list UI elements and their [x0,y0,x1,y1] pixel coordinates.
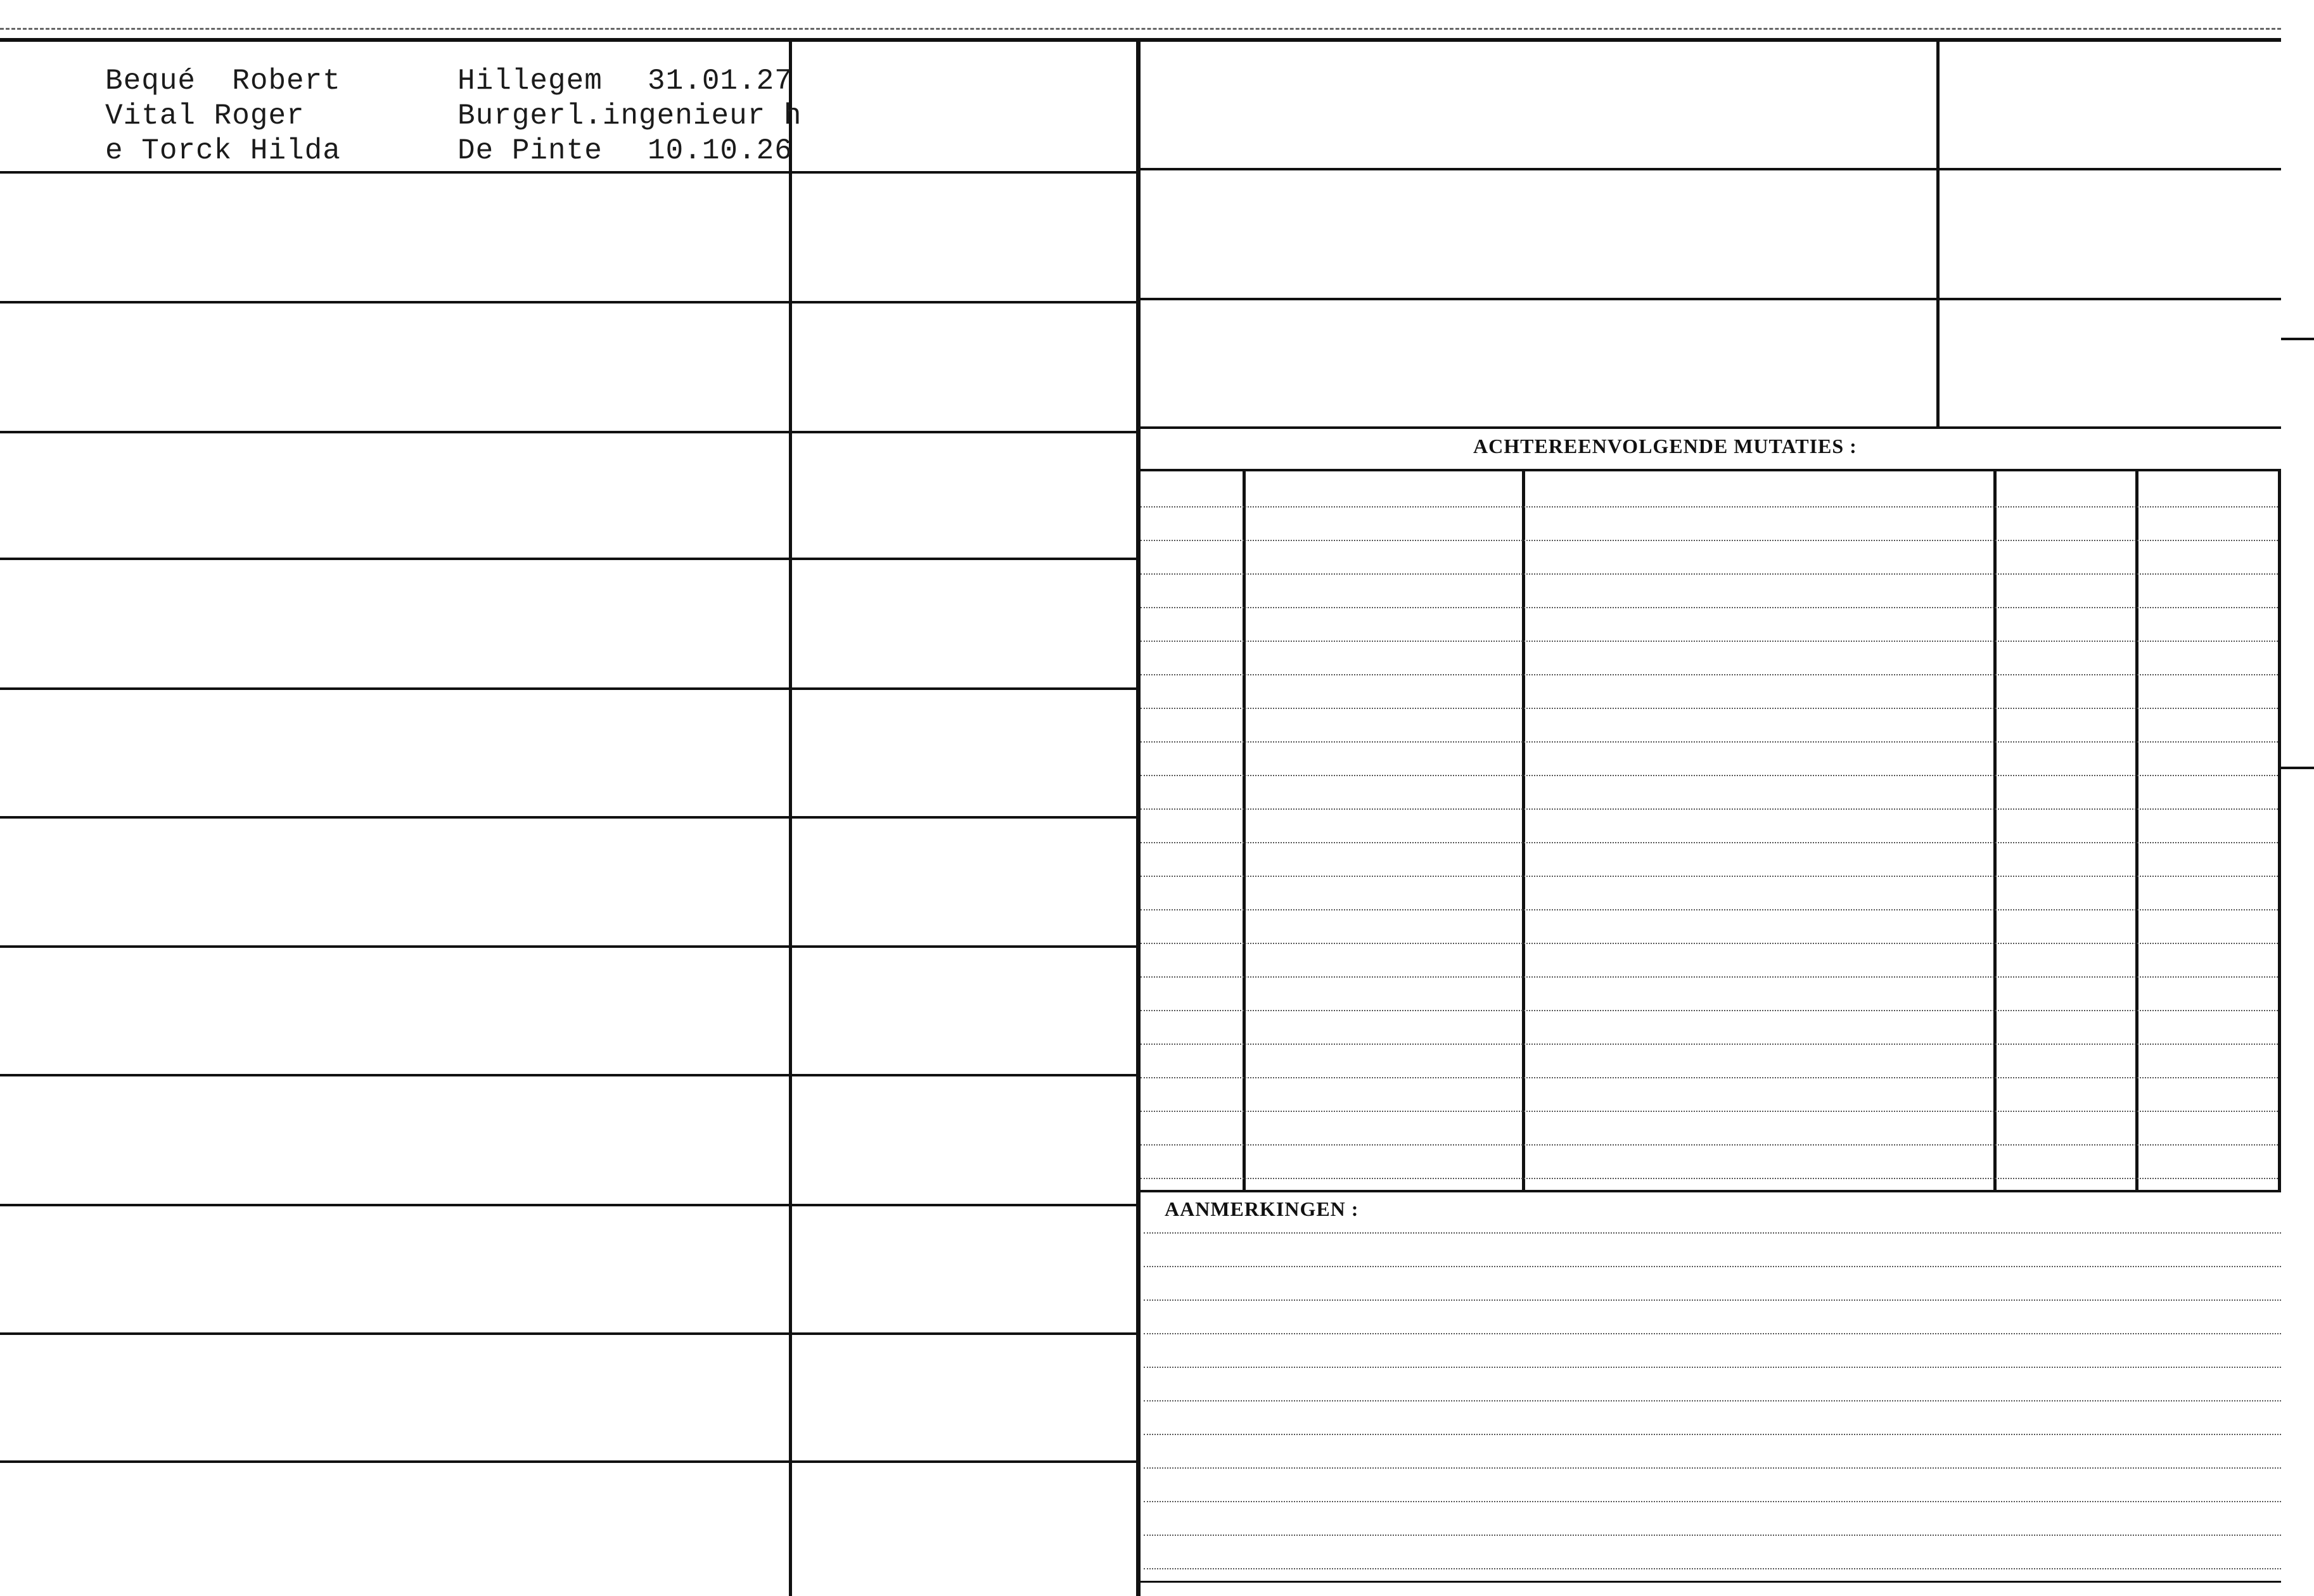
left-row-line [0,171,1141,174]
record-place-3: De Pinte [457,134,603,167]
mutations-col-divider [1243,469,1246,1191]
mutations-ruling [1141,1178,2278,1179]
mutations-ruling [1141,1144,2278,1146]
mutations-table-bottom [1139,1190,2281,1192]
mutations-ruling [1141,909,2278,910]
right-column-divider [1936,39,1940,428]
mutations-table-right [2278,469,2281,1191]
mutations-ruling [1141,808,2278,810]
mutations-ruling [1141,741,2278,743]
mutations-ruling [1141,1010,2278,1011]
remarks-ruling [1144,1400,2281,1401]
mutations-ruling [1141,506,2278,508]
mutations-ruling [1141,708,2278,709]
mutations-ruling [1141,876,2278,877]
remarks-bottom-line [1139,1581,2281,1583]
record-date-1: 31.01.27 [648,65,793,98]
left-row-line [0,1204,1141,1206]
left-row-line [0,431,1141,433]
remarks-ruling [1144,1232,2281,1234]
remarks-heading: AANMERKINGEN : [1165,1197,1359,1220]
column-divider [789,39,792,1596]
remarks-ruling [1144,1299,2281,1301]
remarks-ruling [1144,1333,2281,1334]
record-date-3: 10.10.26 [648,134,793,167]
mutations-ruling [1141,943,2278,944]
mutations-ruling [1141,641,2278,642]
mutations-col-divider [1522,469,1525,1191]
remarks-ruling [1144,1434,2281,1435]
mutations-ruling [1141,842,2278,843]
left-row-line [0,1332,1141,1335]
mutations-ruling [1141,573,2278,575]
mutations-ruling [1141,1044,2278,1045]
remarks-ruling [1144,1501,2281,1502]
remarks-ruling [1144,1568,2281,1569]
mutations-ruling [1141,1077,2278,1078]
left-row-line [0,558,1141,560]
section-divider [1136,39,1141,1596]
mutations-ruling [1141,775,2278,776]
mutations-ruling [1141,976,2278,978]
mutations-ruling [1141,607,2278,608]
remarks-ruling [1144,1367,2281,1368]
mutations-table-top [1139,469,2281,471]
left-row-line [0,1460,1141,1463]
record-place-1: Hillegem [457,65,603,98]
mutations-col-divider [1993,469,1997,1191]
record-name-2: Vital Roger [105,99,305,132]
left-row-line [0,687,1141,690]
mutations-ruling [1141,674,2278,675]
edge-tick [2281,767,2314,769]
record-place-2: Burgerl.ingenieur h [457,99,802,132]
right-row-line [1139,426,2281,429]
mutations-col-divider [2135,469,2138,1191]
right-row-line [1139,168,2281,170]
edge-tick [2281,338,2314,340]
record-name-3: e Torck Hilda [105,134,341,167]
right-row-line [1139,298,2281,300]
mutations-ruling [1141,540,2278,541]
top-edge-line [0,28,2281,30]
left-row-line [0,816,1141,819]
left-row-line [0,1074,1141,1076]
mutations-ruling [1141,1111,2278,1112]
left-row-line [0,301,1141,303]
mutations-heading: ACHTEREENVOLGENDE MUTATIES : [1473,435,1857,457]
remarks-ruling [1144,1266,2281,1267]
record-name-1: Bequé Robert [105,65,341,98]
remarks-ruling [1144,1535,2281,1536]
left-row-line [0,945,1141,948]
remarks-ruling [1144,1467,2281,1469]
